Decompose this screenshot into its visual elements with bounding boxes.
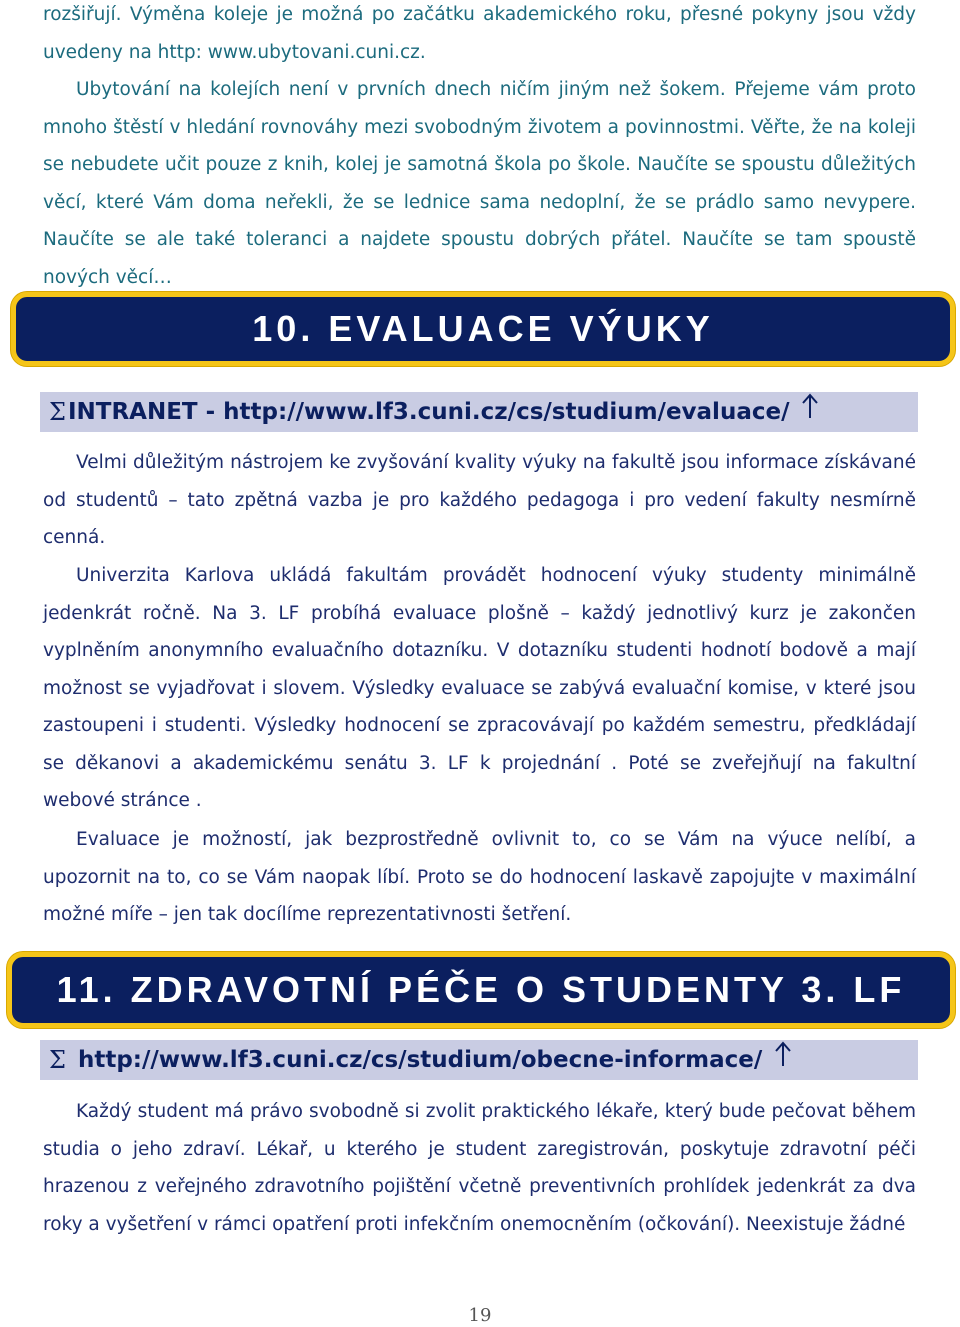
section-heading-banner [11, 292, 955, 366]
health-paragraph-1: Každý student má právo svobodně si zvolit praktického lékaře, který bude pečovat během studia o jeho zdraví. Lékař, u kterého je student zaregistrován, poskytuje zdravotní péči hrazenou z veřejného zdravotního pojištění včetně preventivních prohlídek jedenkrát za dva roky a vyšetření v rámci opatření proti infekčním onemocněním (očkování). Neexistuje žádné [43, 1101, 916, 1235]
intro-paragraph-2 [43, 71, 916, 296]
sigma-icon: Σ [49, 398, 66, 426]
page-number: 19 [468, 1305, 492, 1326]
section-heading-banner-11 [7, 952, 955, 1028]
intro-text-part1: Ubytování na kolejích není v prvních dnech ničím jiným než šokem. Přejeme vám proto mnoho štěstí v hledání rovnováhy mezi svobodným životem a povinnostmi. [43, 79, 916, 138]
intro-paragraph [43, 0, 916, 71]
evaluace-paragraph-1: Velmi důležitým nástrojem ke zvyšování kvality výuky na fakultě jsou informace získávané od studentů – tato zpětná vazba je pro každého pedagoga i pro vedení fakulty nesmírně cenná. [43, 452, 916, 548]
arrow-up-icon[interactable] [774, 1041, 792, 1067]
intro-line: rozšiřují. Výměna koleje je možná po začátku akademického roku, přesné pokyny jsou vždy uvedeny na http: www.ubytovani.cuni.cz. [43, 4, 916, 63]
sigma-icon: Σ [49, 1046, 66, 1074]
evaluace-paragraph-2: Univerzita Karlova ukládá fakultám provádět hodnocení výuky studenty minimálně jedenkrát ročně. Na 3. LF probíhá evaluace plošně – každý jednotlivý kurz je zakončen vyplněním anonymního evaluačního dotazníku. V dotazníku studenti hodnotí bodově a mají možnost se vyjadřovat i slovem. Výsledky evaluace se zabývá evaluační komise, v které jsou zastoupeni i studenti. Výsledky hodnocení se zpracovávají po každém semestru, předkládají se děkanovi a akademickému senátu 3. LF k projednání . Poté se zveřejňují na fakultní webové stránce . [43, 565, 916, 811]
evaluace-paragraph-3: Evaluace je možností, jak bezprostředně ovlivnit to, co se Vám na výuce nelíbí, a upozornit na to, co se Vám naopak líbí. Proto se do hodnocení laskavě zapojujte v maximální možné míře – jen tak docílíme reprezentativnosti šetření. [43, 829, 916, 925]
arrow-up-icon[interactable] [801, 393, 819, 419]
health-link-bar [40, 1040, 918, 1080]
evaluace-link[interactable]: INTRANET - http://www.lf3.cuni.cz/cs/studium/evaluace/ [67, 399, 790, 425]
intranet-link-bar [40, 392, 918, 432]
section-heading-11: 11. ZDRAVOTNÍ PÉČE O STUDENTY 3. LF [56, 969, 906, 1010]
section-heading: 10. EVALUACE VÝUKY [252, 308, 714, 349]
intro-text-part2: Věřte, že na koleji se nebudete učit pouze z knih, kolej je samotná škola po škole. Naučíte se spoustu důležitých věcí, které Vám doma neřekli, že se lednice sama nedoplní, že se prádlo samo nevypere. Naučíte se ale také toleranci a najdete spoustu dobrých přátel. Naučíte se tam spoustě nových věcí… [43, 116, 917, 288]
obecne-informace-link[interactable]: http://www.lf3.cuni.cz/cs/studium/obecne-informace/ [77, 1047, 763, 1073]
